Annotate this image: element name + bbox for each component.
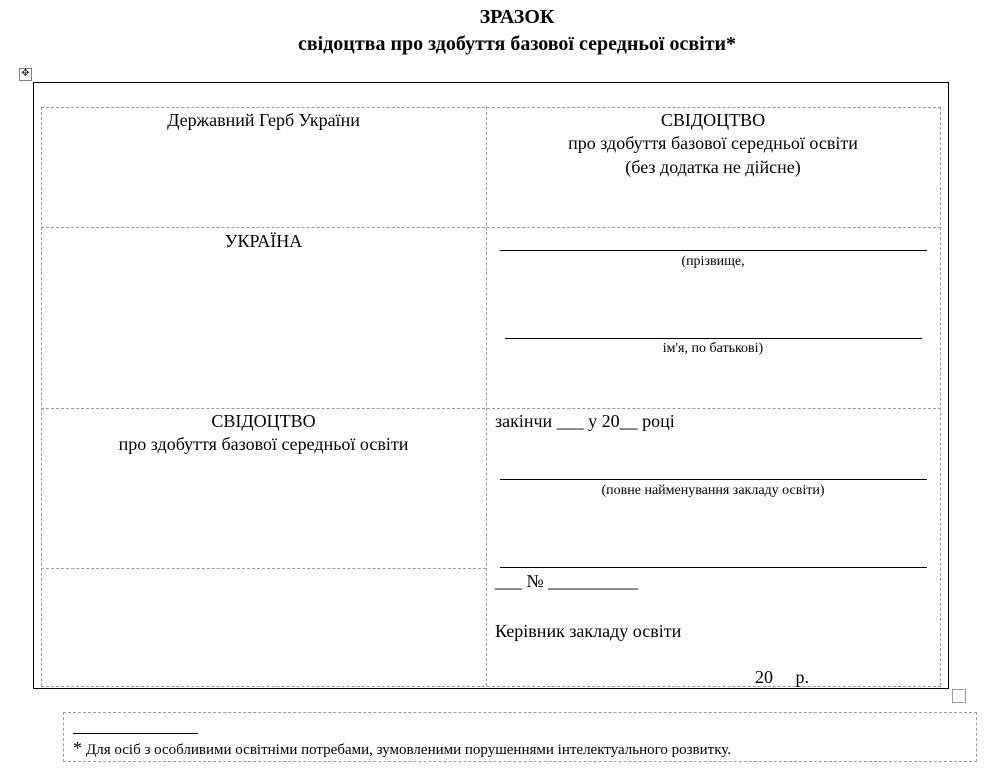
grid-line-right [940, 107, 941, 686]
certificate-subheading: про здобуття базової середньої освіти [568, 133, 858, 153]
table-resize-icon[interactable] [952, 689, 966, 703]
footnote-text: Для осіб з особливими освітніми потребами, зумовленими порушеннями інтелектуального розвитку. [86, 742, 732, 758]
validity-note: (без додатка не дійсне) [625, 157, 801, 177]
certificate-subheading-left: про здобуття базової середньої освіти [118, 434, 409, 454]
issue-date-text: 20 р. [755, 667, 809, 687]
grid-line-middle [486, 107, 487, 686]
grid-line-row1 [41, 227, 941, 228]
footnote [73, 738, 731, 759]
grid-line-row3 [41, 568, 486, 569]
grid-line-left [41, 107, 42, 686]
country-label: УКРАЇНА [224, 231, 303, 251]
certificate-heading-left: СВІДОЦТВО [211, 411, 316, 431]
institution-line-2[interactable] [500, 567, 927, 568]
footnote-star: * [73, 738, 82, 758]
certificate-heading: СВІДОЦТВО [660, 110, 766, 130]
document-title: ЗРАЗОК [479, 6, 555, 28]
institution-line[interactable] [500, 479, 927, 480]
institution-caption: (повне найменування закладу освіти) [601, 483, 825, 498]
document-subtitle: свідоцтва про здобуття базової середньої освіти* [297, 33, 737, 55]
name-patronymic-caption: ім'я, по батькові) [662, 341, 764, 356]
certificate-number-text: ___ № __________ [495, 571, 639, 591]
head-of-institution-label: Керівник закладу освіти [495, 621, 682, 641]
surname-line[interactable] [500, 250, 927, 251]
surname-caption: (прізвище, [681, 254, 745, 269]
graduation-year-text: закінчи ___ у 20__ році [495, 411, 675, 431]
footnote-separator [73, 733, 198, 734]
move-cross-icon[interactable]: ✥ [19, 68, 32, 81]
name-patronymic-line[interactable] [505, 338, 922, 339]
coat-of-arms-label: Державний Герб України [167, 110, 360, 130]
